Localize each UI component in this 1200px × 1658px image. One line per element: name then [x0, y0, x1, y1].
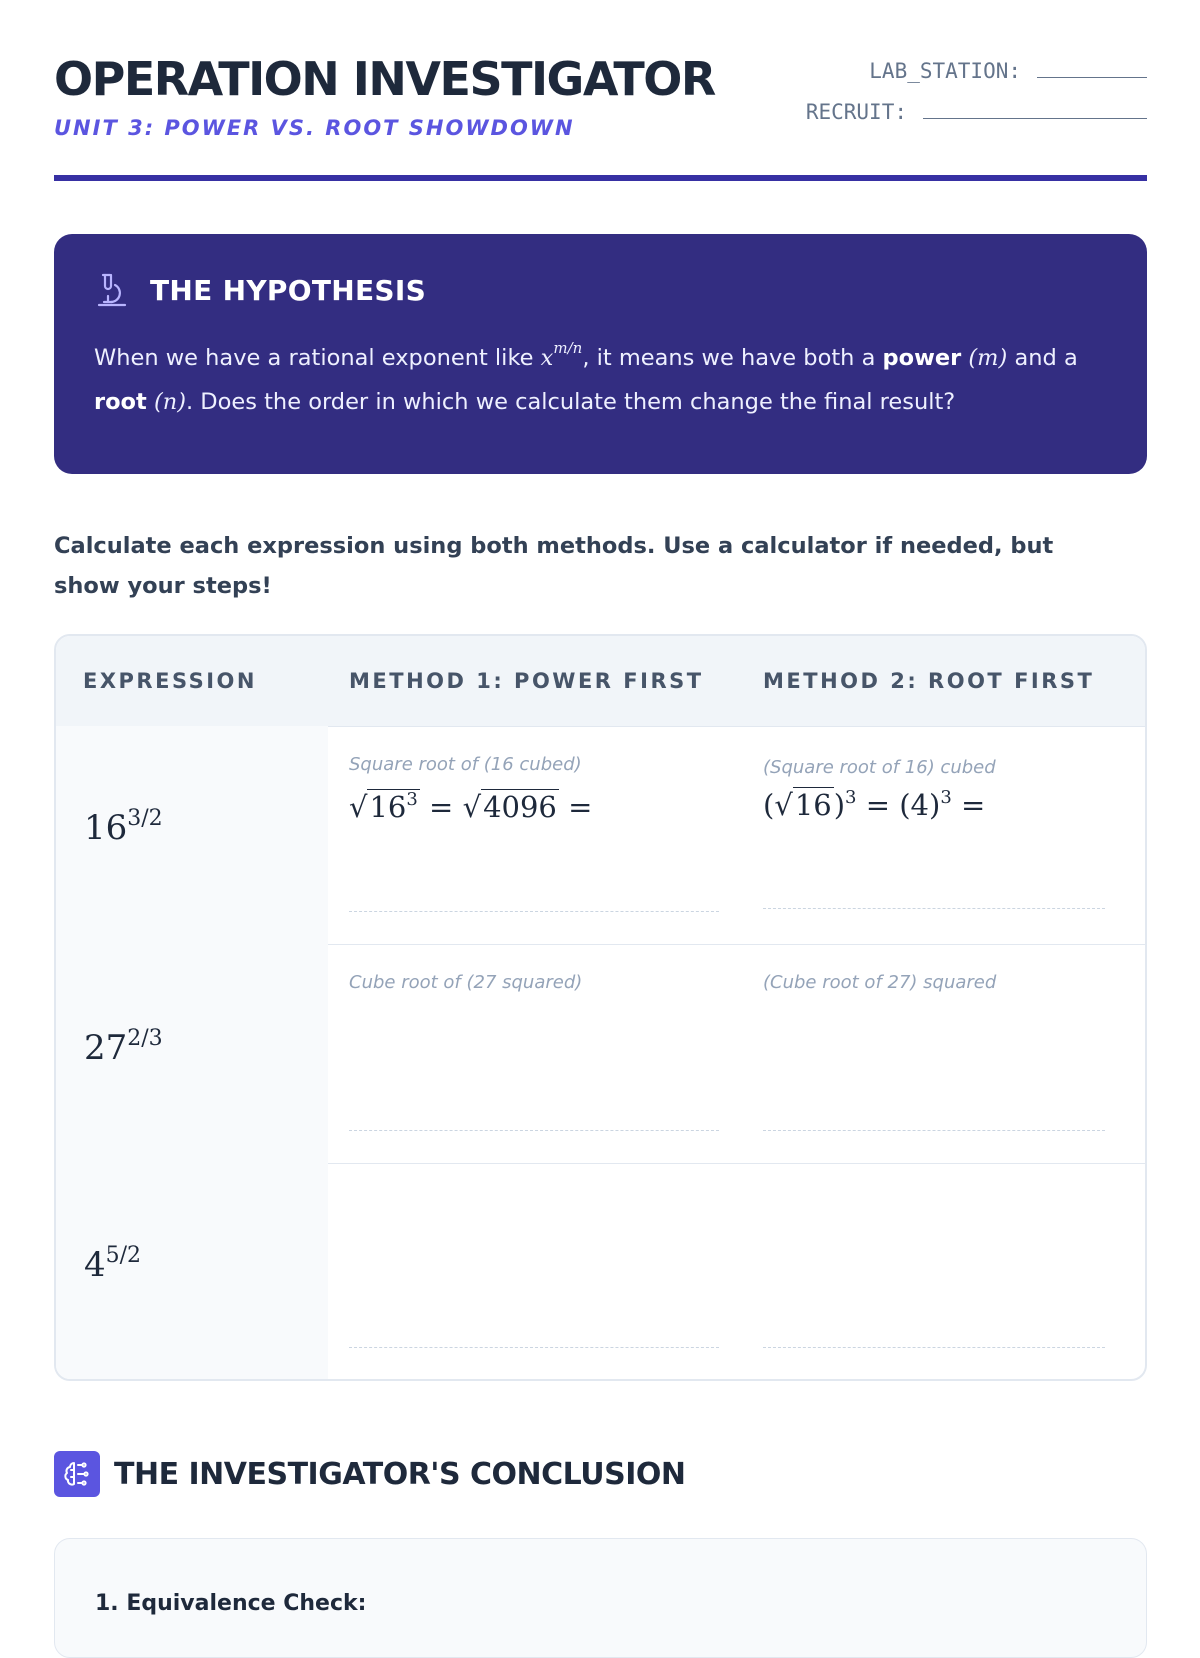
lab-station-blank[interactable] — [1037, 57, 1147, 78]
header-expression: EXPRESSION — [83, 669, 257, 693]
lab-station-label: LAB_STATION: — [869, 59, 1021, 83]
conclusion-box — [54, 1538, 1147, 1658]
method-2-answer-line[interactable] — [763, 908, 1105, 909]
method-1-hint: Square root of (16 cubed) — [349, 754, 582, 775]
table-header — [56, 636, 1145, 727]
method-1-answer-line[interactable] — [349, 1130, 719, 1131]
microscope-icon — [94, 272, 128, 308]
method-2-answer-line[interactable] — [763, 1130, 1105, 1131]
method-2-hint: (Square root of 16) cubed — [763, 757, 996, 778]
table-row — [56, 944, 1145, 1164]
instructions: Calculate each expression using both methods. Use a calculator if needed, but show your steps! — [54, 533, 1054, 599]
recruit-blank[interactable] — [923, 98, 1147, 119]
expression-cell — [56, 944, 328, 1163]
page-subtitle: UNIT 3: POWER VS. ROOT SHOWDOWN — [54, 116, 575, 140]
expression: $4^{5/2}$ — [84, 1243, 142, 1285]
conclusion-heading — [54, 1451, 685, 1497]
hypothesis-box — [54, 234, 1147, 474]
method-1-hint: Cube root of (27 squared) — [349, 972, 583, 993]
expression: $16^{3/2}$ — [84, 806, 163, 848]
question-1: 1. Equivalence Check: — [95, 1591, 367, 1616]
methods-table — [54, 634, 1147, 1381]
hypothesis-text: When we have a rational exponent like $x^{m/n}$, it means we have both a power (m) and a root (n). Does the order in which we calculate them change the final result? — [94, 339, 1078, 415]
method-1-answer-line[interactable] — [349, 1347, 719, 1348]
page-title: OPERATION INVESTIGATOR — [54, 52, 715, 106]
method-1-work: $√16^3 = √4096$ = — [349, 789, 593, 824]
header — [54, 0, 1147, 181]
table-row — [56, 726, 1145, 945]
lab-station-field[interactable] — [869, 57, 1147, 83]
table-row — [56, 1163, 1145, 1381]
header-method-2: METHOD 2: ROOT FIRST — [763, 669, 1095, 693]
recruit-label: RECRUIT: — [805, 100, 907, 124]
method-2-hint: (Cube root of 27) squared — [763, 972, 997, 993]
expression: $27^{2/3}$ — [84, 1026, 163, 1068]
header-method-1: METHOD 1: POWER FIRST — [349, 669, 704, 693]
recruit-field[interactable] — [806, 98, 1147, 124]
method-2-work: $(√16)^3 = (4)^3$ = — [763, 787, 986, 822]
expression-cell — [56, 726, 328, 944]
method-2-answer-line[interactable] — [763, 1347, 1105, 1348]
worksheet-page — [54, 0, 1147, 1616]
brain-icon — [54, 1451, 100, 1497]
expression-cell — [56, 1163, 328, 1381]
hypothesis-title: THE HYPOTHESIS — [150, 273, 427, 307]
conclusion-title: THE INVESTIGATOR'S CONCLUSION — [114, 1456, 686, 1492]
method-1-answer-line[interactable] — [349, 911, 719, 912]
